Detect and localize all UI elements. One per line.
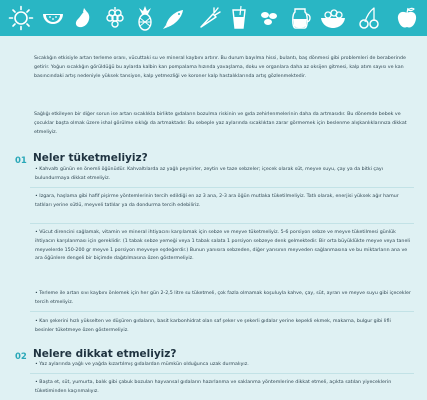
- water-jug-icon: [288, 5, 314, 31]
- carrot-icon: [196, 5, 222, 31]
- divider: [30, 187, 414, 188]
- eggplant-icon: [70, 5, 96, 31]
- section-1-title: Neler tüketmeliyiz?: [33, 152, 148, 164]
- section-2-bullet-2: • Başta et, süt, yumurta, balık gibi çabuk bozulan hayvansal gıdaların hazırlanma ve saklanma yöntemlerine dikkat etmeli, açıkta satılan yiyeceklerin tüketiminden kaçınmalıyız.: [35, 380, 392, 394]
- section-1-bullet-3: • Vücut direncini sağlamak, vitamin ve mineral ihtiyacını karşılamak için sebze ve meyve tüketmeliyiz. 5-6 porsiyon sebze ve meyve tüketilmesi günlük ihtiyacın karşılanması için gereklidir. (1 tabak sebze yemeği veya 1 tabak salata 1 porsiyon sebzeye denk gelmektedir. Bir orta büyüklükte meyve veya taneli meyvelerde 150-200 gr meyve 1 porsiyon meyveye eşdeğerdir.) Bunun yanısıra sebzeden, diğer yarısının meyveden sağlanmasına ve bu miktarların ana ve ara öğünlere dengeli bir biçimde dağıtılmasına özen göstermeliyiz.: [35, 230, 411, 262]
- section-2-title: Nelere dikkat etmeliyiz?: [33, 348, 177, 360]
- divider: [30, 373, 414, 374]
- intro-paragraph-2: Sağlığı etkileyen bir diğer sorun ise artan sıcaklıkla birlikte gıdaların bozulma riskinin ve gıda zehirlenmelerinin daha da artmasıdır. Bu dönemde bebek ve çocuklar başta olmak üzere ishal görülme sıklığı da artmaktadır. Bu sebeple yaz aylarında sıcaklıktan zarar görmemek için beslenme alışkanlıklarınıza dikkat etmeliyiz.: [34, 112, 407, 135]
- sun-icon: [8, 5, 34, 31]
- section-1-bullet-2: • Izgara, haşlama gibi hafif pişirme yöntemlerinin tercih edildiği en az 3 ana, 2-3 ara öğün mutlaka tüketilmeliyiz. Tatlı olarak, enerjisi yüksek ağır hamur tatlıları yerine sütlü, meyveli tatlılar ya da dondurma tercih edebiliriz.: [35, 194, 399, 208]
- article-body: [0, 36, 427, 400]
- section-1-bullet-1: • Kahvaltı günün en önemli öğünüdür. Kahvaltılarda az yağlı peynirler, zeytin ve taze sebzeler; içecek olarak süt, meyve suyu, çay ya da bitki çayı bulundurmaya dikkat etmeliyiz.: [35, 167, 384, 181]
- section-1-bullet-4: • Terleme ile artan sıvı kaybını önlemek için her gün 2-2,5 litre su tüketmeli, çok fazla olmamak koşuluyla kahve, çay, süt, ayran ve meyve suyu gibi içecekler tercih etmeliyiz.: [35, 291, 411, 305]
- intro-paragraph-1: Sıcaklığın etkisiyle artan terleme oranı, vücuttaki su ve mineral kaybını artırır. Bu durum bayılma hissi, bulantı, baş dönmesi gibi problemleri de beraberinde getirir. Yoğun sıcaklığın görüldüğü bu aylarda kalbin kan pompalama hızında yavaşlama, doku ve organlara daha az oksijen gitmesi, kalp atım sayısı ve kan basıncındaki artış nedeniyle yüksek tansiyon, kalp yetmezliği ve koroner kalp hastalıklarında artış gözlenmektedir.: [34, 56, 406, 79]
- pineapple-icon: [133, 5, 157, 33]
- section-1-number: 01: [15, 156, 27, 166]
- drinking-glass-icon: [228, 5, 250, 31]
- apple-icon: [394, 5, 420, 31]
- section-2-number: 02: [15, 352, 27, 362]
- divider: [30, 311, 414, 312]
- watermelon-icon: [40, 5, 66, 31]
- header-icon-strip: [0, 0, 427, 36]
- vegetable-bowl-icon: [318, 5, 348, 31]
- divider: [30, 223, 414, 224]
- fish-icon: [162, 5, 188, 31]
- section-2-bullet-1: • Yaz aylarında yağlı ve yağda kızartılmış gıdalardan mümkün olduğunca uzak durmalıyız.: [35, 362, 249, 367]
- section-1-bullet-5: • Kan şekerini hızlı yükselten ve düşüren gıdaların, basit karbonhidrat olan saf şeker ve şekerli gıdalar yerine kepekli ekmek, makarna, bulgur gibi lifli besinler tüketmeye özen göstermeliyiz.: [35, 319, 391, 333]
- beans-icon: [256, 5, 282, 31]
- cherries-icon: [356, 5, 382, 31]
- grapes-icon: [104, 5, 128, 31]
